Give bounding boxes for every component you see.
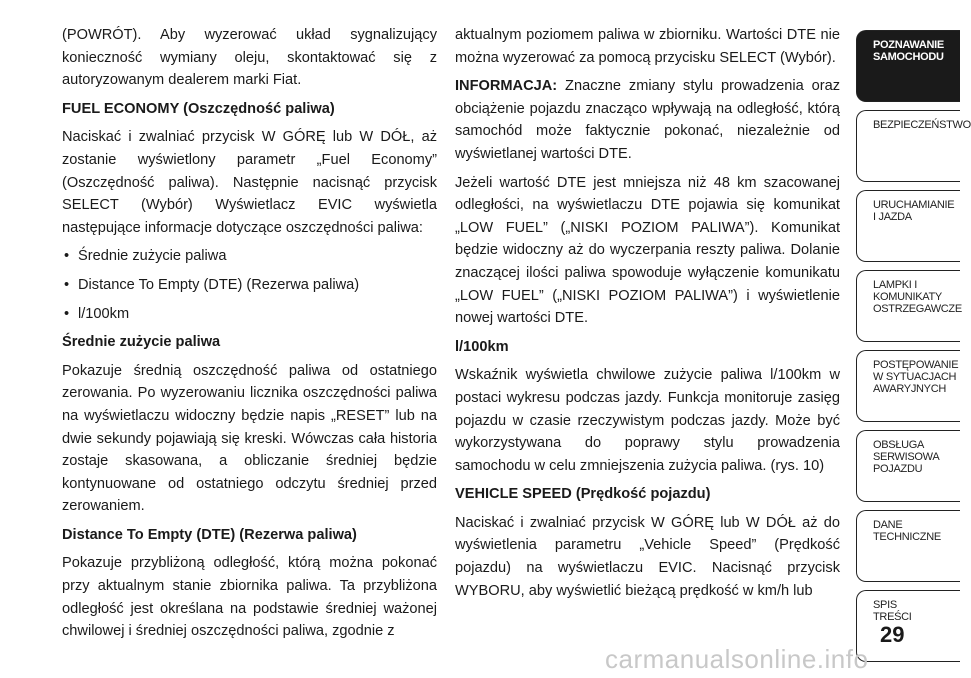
paragraph-fuel-economy: Naciskać i zwalniać przycisk W GÓRĘ lub W DÓŁ, aż zostanie wyświetlony parametr „Fuel Economy” (Oszczędność paliwa). Następnie nacisnąć przycisk SELECT (Wybór) Wyświetlacz EVIC wyświetla następujące informacje dotyczące oszczędności paliwa: <box>62 129 437 236</box>
info-text: Znaczne zmiany stylu prowadzenia oraz obciążenie pojazdu znacząco wpływają na odległość, którą samochód może faktycznie pokonać, niezależnie od wyświetlanej wartości DTE. <box>455 78 840 162</box>
tab-label: POSTĘPOWANIE W SYTUACJACH AWARYJNYCH <box>873 359 959 395</box>
heading-dte: Distance To Empty (DTE) (Rezerwa paliwa) <box>62 526 357 543</box>
bullet-item: • Distance To Empty (DTE) (Rezerwa paliwa) <box>62 274 437 297</box>
tab-label: URUCHAMIANIE I JAZDA <box>873 199 955 223</box>
paragraph-oil-reset: (POWRÓT). Aby wyzerować układ sygnalizujący konieczność wymiany oleju, skontaktować się z autoryzowanym dealerem marki Fiat. <box>62 27 437 89</box>
tab-label: OBSŁUGA SERWISOWA POJAZDU <box>873 439 940 475</box>
tab-label: BEZPIECZEŃSTWO <box>873 119 971 131</box>
tab-label: DANE TECHNICZNE <box>873 519 941 543</box>
tab-uruchamianie-i-jazda[interactable] <box>856 190 960 262</box>
tab-lampki-i-komunikaty[interactable] <box>856 270 960 342</box>
tab-bezpieczenstwo[interactable] <box>856 110 971 182</box>
paragraph-low-fuel: Jeżeli wartość DTE jest mniejsza niż 48 km szacowanej odległości, na wyświetlaczu DTE pojawia się komunikat „LOW FUEL” („NISKI POZIOM PALIWA”). Komunikat będzie widoczny aż do wyczerpania reszty paliwa. Dolanie znaczącej ilości paliwa spowoduje wyłączenie komunikatu „LOW FUEL” („NISKI POZIOM PALIWA”) i wyświetlenie nowej wartości DTE. <box>455 174 840 327</box>
heading-l100km: l/100km <box>455 338 509 355</box>
tab-obsluga-serwisowa[interactable] <box>856 430 960 502</box>
tab-postepowanie-awaryjne[interactable] <box>856 350 960 422</box>
left-column <box>62 24 437 649</box>
heading-fuel-economy: FUEL ECONOMY (Oszczędność paliwa) <box>62 100 335 117</box>
bullet-item: • Średnie zużycie paliwa <box>62 245 437 268</box>
paragraph-info <box>455 75 840 165</box>
tab-label: LAMPKI I KOMUNIKATY OSTRZEGAWCZE <box>873 279 962 315</box>
paragraph-dte-continued: aktualnym poziomem paliwa w zbiorniku. Wartości DTE nie można wyzerować za pomocą przycisku SELECT (Wybór). <box>455 27 840 66</box>
info-label: INFORMACJA: <box>455 78 558 95</box>
watermark: carmanualsonline.info <box>605 644 869 674</box>
bullet-item: • l/100km <box>62 303 437 326</box>
heading-vehicle-speed: VEHICLE SPEED (Prędkość pojazdu) <box>455 486 711 503</box>
paragraph-vehicle-speed: Naciskać i zwalniać przycisk W GÓRĘ lub W DÓŁ aż do wyświetlenia parametru „Vehicle Speed” (Prędkość pojazdu) na wyświetlaczu EVIC. Nacisnąć przycisk WYBORU, aby wyświetlić bieżącą prędkość w km/h lub <box>455 514 840 599</box>
tab-dane-techniczne[interactable] <box>856 510 960 582</box>
tab-poznawanie-samochodu[interactable] <box>856 30 960 102</box>
page-number: 29 <box>880 622 905 647</box>
paragraph-average-consumption: Pokazuje średnią oszczędność paliwa od ostatniego zerowania. Po wyzerowaniu licznika oszczędności paliwa na wyświetlaczu widoczny będzie napis „RESET” lub na dwie sekundy pojawiają się kreski. Wówczas cała historia zostaje skasowana, a obliczanie średniej będzie kontynuowane od ostatniego odczytu średniej przed zerowaniem. <box>62 362 437 515</box>
tab-label: POZNAWANIE SAMOCHODU <box>873 39 944 63</box>
tab-label: SPIS TREŚCI <box>873 599 912 623</box>
tab-spis-tresci[interactable] <box>856 590 960 662</box>
heading-average-consumption: Średnie zużycie paliwa <box>62 334 221 351</box>
paragraph-l100km: Wskaźnik wyświetla chwilowe zużycie paliwa l/100km w postaci wykresu podczas jazdy. Funkcja monitoruje zasięg pojazdu w czasie rzeczywistym podczas jazdy. Może być wykorzystywana do poprawy stylu prowadzenia samochodu w celu zmniejszenia zużycia paliwa. (rys. 10) <box>455 367 840 474</box>
right-column <box>455 24 840 608</box>
paragraph-dte: Pokazuje przybliżoną odległość, którą można pokonać przy aktualnym stanie zbiornika paliwa. Ta przybliżona odległość jest określana na podstawie średniej ważonej chwilowej i średniej oszczędności paliwa, zgodnie z <box>62 555 437 640</box>
